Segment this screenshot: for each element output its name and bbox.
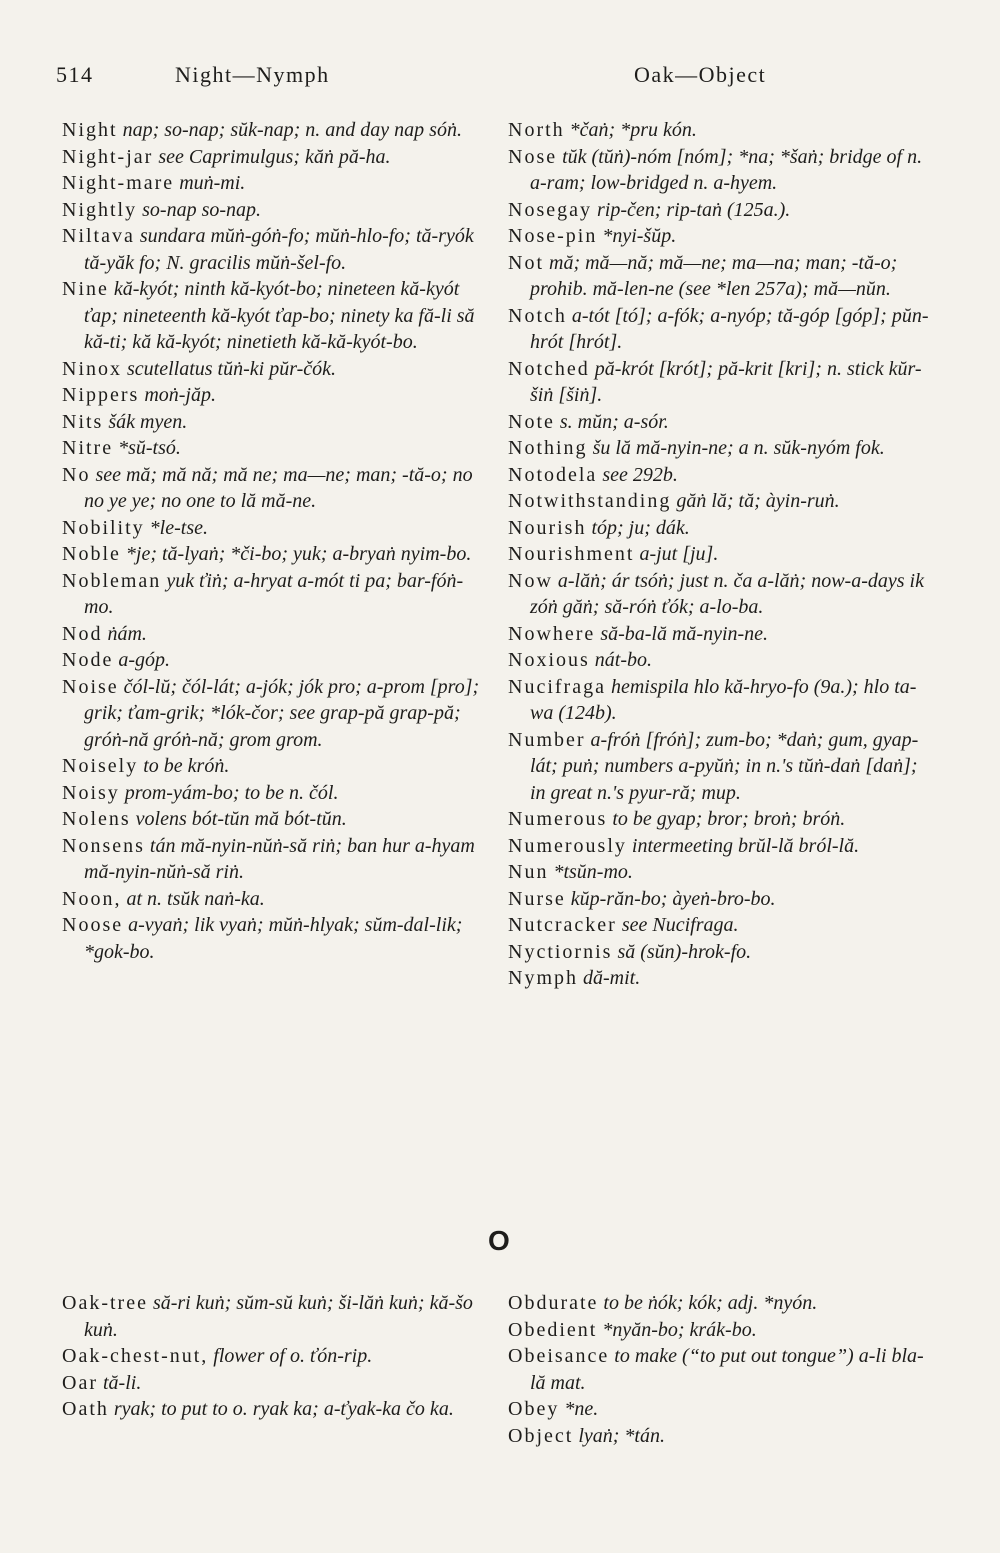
entry-headword: Night	[62, 119, 118, 141]
entry-definition: lyaṅ; *tán.	[578, 1424, 665, 1447]
entry-definition: găṅ lă; tă; àyin-ruṅ.	[676, 490, 840, 512]
dictionary-entry	[62, 886, 492, 913]
dictionary-entry	[508, 197, 938, 224]
entry-headword: Nitre	[62, 437, 114, 459]
entry-definition: a-góp.	[118, 649, 170, 671]
entry-headword: North	[508, 119, 565, 141]
dictionary-entry	[62, 674, 492, 754]
entry-headword: Niltava	[62, 225, 135, 247]
entry-definition: pă-krót [krót]; pă-krit [kri]; n. stick kŭr-šiṅ [šiṅ].	[530, 357, 922, 406]
entry-headword: Night-jar	[62, 145, 154, 168]
entry-headword: Numerously	[508, 834, 627, 857]
dictionary-entry	[62, 276, 492, 356]
entry-headword: Nyctiornis	[508, 940, 613, 963]
entry-definition: kă-kyót; ninth kă-kyót-bo; nineteen kă-kyót ťap; nineteenth kă-kyót ťap-bo; ninety ka fă-li să kă-ti; kă kă-kyót; ninetieth kă-kă-kyót-bo.	[84, 278, 475, 353]
dictionary-entry	[508, 806, 938, 833]
dictionary-entry	[62, 833, 492, 886]
entry-headword: Nobility	[62, 516, 145, 539]
dictionary-entry	[508, 939, 938, 966]
entry-headword: Oak-tree	[62, 1292, 148, 1314]
dictionary-entry	[62, 912, 492, 965]
entry-headword: Nurse	[508, 887, 566, 910]
dictionary-entry	[508, 621, 938, 648]
entry-definition: prom-yám-bo; to be n. čól.	[124, 781, 339, 804]
entry-headword: Nobleman	[62, 569, 162, 592]
entry-definition: at n. tsŭk naṅ-ka.	[126, 887, 265, 910]
dictionary-entry	[508, 568, 938, 621]
dictionary-entry	[62, 144, 492, 171]
entry-definition: *nyăn-bo; krák-bo.	[602, 1318, 757, 1341]
entry-headword: Noisely	[62, 755, 139, 777]
dictionary-entry	[508, 965, 938, 992]
entry-headword: Noose	[62, 914, 124, 936]
dictionary-entry	[508, 462, 938, 489]
dictionary-entry	[62, 647, 492, 674]
dictionary-entry	[62, 541, 492, 568]
dictionary-entry	[508, 1423, 938, 1450]
dictionary-entry	[62, 197, 492, 224]
dictionary-entry	[62, 462, 492, 515]
entry-definition: kŭp-răn-bo; àyeṅ-bro-bo.	[570, 887, 776, 910]
entry-definition: mă; mă—nă; mă—ne; ma—na; man; -tă-o; prohib. mă-len-ne (see *len 257a); mă—nŭn.	[530, 251, 898, 300]
entry-definition: moṅ-jăp.	[144, 384, 216, 406]
dictionary-entry	[508, 1396, 938, 1423]
entry-definition: s. mŭn; a-sór.	[559, 410, 669, 433]
entry-definition: tă-li.	[102, 1371, 142, 1394]
entry-headword: Nonsens	[62, 834, 145, 857]
dictionary-entry	[508, 647, 938, 674]
entry-headword: Noble	[62, 543, 121, 565]
dictionary-entry	[62, 515, 492, 542]
entry-definition: volens bót-tŭn mă bót-tŭn.	[135, 808, 347, 830]
entry-headword: Nippers	[62, 384, 140, 406]
dictionary-entry	[62, 435, 492, 462]
entry-headword: Noise	[62, 675, 119, 698]
entry-headword: No	[62, 463, 91, 486]
entry-definition: *ne.	[564, 1398, 599, 1420]
entry-definition: so-nap so-nap.	[142, 198, 262, 221]
dictionary-entry	[508, 833, 938, 860]
entry-headword: Node	[62, 649, 114, 671]
entry-headword: Obedient	[508, 1318, 598, 1341]
entry-definition: *čaṅ; *pru kón.	[569, 119, 697, 141]
left-running-head: Night—Nymph	[175, 62, 330, 87]
entry-headword: Numerous	[508, 808, 608, 830]
dictionary-entry	[508, 303, 938, 356]
entry-definition: dă-mit.	[583, 967, 641, 989]
right-running-head: Oak—Object	[634, 62, 767, 87]
entry-headword: Nose-pin	[508, 225, 598, 247]
entry-headword: Nothing	[508, 437, 588, 459]
entry-headword: Nosegay	[508, 198, 592, 221]
entry-headword: Noon,	[62, 887, 122, 910]
entry-headword: Night-mare	[62, 172, 175, 194]
dictionary-entry	[62, 753, 492, 780]
dictionary-entry	[62, 568, 492, 621]
entry-headword: Obey	[508, 1398, 560, 1420]
entry-definition: nap; so-nap; sŭk-nap; n. and day nap sóṅ.	[122, 119, 462, 141]
entry-definition: rip-čen; rip-taṅ (125a.).	[596, 198, 791, 221]
entry-headword: Nourish	[508, 516, 587, 539]
entry-headword: Nits	[62, 410, 104, 433]
entry-headword: Nymph	[508, 967, 578, 989]
entry-definition: to be króṅ.	[143, 755, 230, 777]
entry-definition: see 292b.	[602, 463, 678, 486]
entry-definition: to be gyap; bror; broṅ; bróṅ.	[612, 808, 846, 830]
left-column-n-entries	[62, 117, 492, 965]
entry-definition: să (sŭn)-hrok-fo.	[617, 940, 752, 963]
entry-headword: Note	[508, 410, 555, 433]
entry-headword: Nun	[508, 861, 549, 883]
entry-definition: ryak; to put to o. ryak ka; a-ťyak-ka čo ka.	[113, 1398, 454, 1420]
entry-headword: Now	[508, 569, 553, 592]
dictionary-entry	[508, 144, 938, 197]
dictionary-entry	[62, 409, 492, 436]
entry-definition: să-ri kuṅ; sŭm-sŭ kuṅ; ši-lăṅ kuṅ; kă-šo kuṅ.	[84, 1292, 473, 1341]
dictionary-entry	[62, 1396, 492, 1423]
entry-definition: see Nucifraga.	[621, 914, 739, 936]
entry-definition: yuk ťiṅ; a-hryat a-mót ti pa; bar-fóṅ-mo.	[84, 569, 464, 618]
section-letter: O	[488, 1225, 510, 1256]
entry-headword: Noxious	[508, 649, 590, 671]
entry-definition: a-lăṅ; ár tsóṅ; just n. ča a-lăṅ; now-a-days ik zóṅ găṅ; să-róṅ ťók; a-lo-ba.	[530, 569, 924, 618]
entry-definition: *je; tă-lyaṅ; *či-bo; yuk; a-bryaṅ nyim-bo.	[125, 543, 472, 565]
entry-headword: Obdurate	[508, 1292, 599, 1314]
dictionary-entry	[62, 1370, 492, 1397]
page-number: 514	[56, 62, 94, 87]
entry-headword: Nourishment	[508, 543, 635, 565]
entry-definition: a-fróṅ [fróṅ]; zum-bo; *daṅ; gum, gyap-lát; puṅ; numbers a-pyŭṅ; in n.'s tŭṅ-daṅ [daṅ]; in great n.'s pyur-ră; mup.	[530, 728, 919, 804]
entry-headword: Object	[508, 1424, 574, 1447]
dictionary-entry	[62, 170, 492, 197]
entry-headword: Not	[508, 251, 544, 274]
entry-definition: hemispila hlo kă-hryo-fo (9a.); hlo ta-wa (124b).	[530, 675, 917, 724]
dictionary-entry	[62, 382, 492, 409]
entry-definition: šák myen.	[108, 410, 188, 433]
dictionary-entry	[62, 356, 492, 383]
entry-definition: tán mă-nyin-nŭṅ-să riṅ; ban hur a-hyam mă-nyin-nŭṅ-să riṅ.	[84, 834, 475, 883]
entry-headword: Notch	[508, 304, 567, 327]
entry-headword: Oar	[62, 1371, 98, 1394]
dictionary-entry	[62, 117, 492, 144]
dictionary-entry	[508, 117, 938, 144]
dictionary-entry	[508, 488, 938, 515]
dictionary-entry	[508, 435, 938, 462]
entry-definition: a-jut [ju].	[639, 543, 719, 565]
entry-definition: see mă; mă nă; mă ne; ma—ne; man; -tă-o; no no ye ye; no one to lă mă-ne.	[84, 463, 473, 512]
entry-definition: scutellatus tŭṅ-ki pŭr-čók.	[127, 357, 336, 380]
dictionary-entry	[508, 223, 938, 250]
entry-definition: a-tót [tó]; a-fók; a-nyóp; tă-góp [góp]; pŭn-hrót [hrót].	[530, 304, 929, 353]
dictionary-entry	[508, 1290, 938, 1317]
entry-definition: *sŭ-tsó.	[118, 437, 181, 459]
entry-headword: Oath	[62, 1398, 109, 1420]
entry-definition: tóp; ju; dák.	[591, 516, 690, 539]
dictionary-entry	[508, 1317, 938, 1344]
entry-definition: see Caprimulgus; kăṅ pă-ha.	[158, 145, 391, 168]
dictionary-entry	[62, 780, 492, 807]
entry-definition: să-ba-lă mă-nyin-ne.	[600, 622, 769, 645]
entry-definition: intermeeting brŭl-lă bról-lă.	[631, 834, 860, 857]
entry-headword: Nod	[62, 622, 103, 645]
dictionary-entry	[62, 806, 492, 833]
entry-definition: *tsŭn-mo.	[553, 861, 633, 883]
right-column-n-entries	[508, 117, 938, 992]
entry-definition: sundara mŭṅ-góṅ-fo; mŭṅ-hlo-fo; tă-ryók tă-yăk fo; N. gracilis mŭṅ-šel-fo.	[84, 225, 474, 274]
dictionary-entry	[508, 674, 938, 727]
entry-headword: Oak-chest-nut,	[62, 1345, 209, 1367]
entry-definition: tŭk (tŭṅ)-nóm [nóm]; *na; *šaṅ; bridge of n. a-ram; low-bridged n. a-hyem.	[530, 145, 923, 194]
entry-definition: to be ṅók; kók; adj. *nyón.	[603, 1292, 818, 1314]
dictionary-entry	[508, 250, 938, 303]
entry-definition: *nyi-šŭp.	[602, 225, 677, 247]
entry-definition: flower of o. ťón-rip.	[213, 1345, 373, 1367]
dictionary-entry	[62, 223, 492, 276]
entry-headword: Noisy	[62, 781, 120, 804]
dictionary-entry	[508, 1343, 938, 1396]
dictionary-entry	[508, 515, 938, 542]
entry-headword: Notwithstanding	[508, 490, 672, 512]
entry-headword: Nowhere	[508, 622, 596, 645]
dictionary-entry	[508, 912, 938, 939]
entry-headword: Number	[508, 728, 586, 751]
entry-headword: Notched	[508, 357, 590, 380]
dictionary-entry	[508, 886, 938, 913]
entry-headword: Nutcracker	[508, 914, 617, 936]
dictionary-entry	[62, 621, 492, 648]
dictionary-entry	[62, 1343, 492, 1370]
entry-definition: čól-lŭ; čól-lát; a-jók; jók pro; a-prom [pro]; grik; ťam-grik; *lók-čor; see grap-pă grap-pă; gróṅ-nă gróṅ-nă; grom grom.	[84, 675, 480, 751]
entry-headword: Nightly	[62, 198, 138, 221]
right-column-o-entries	[508, 1290, 938, 1449]
entry-definition: *le-tse.	[149, 516, 208, 539]
entry-headword: Nine	[62, 278, 109, 300]
entry-definition: šu lă mă-nyin-ne; a n. sŭk-nyóm fok.	[592, 437, 885, 459]
entry-headword: Obeisance	[508, 1345, 610, 1367]
dictionary-entry	[508, 727, 938, 807]
left-column-o-entries	[62, 1290, 492, 1423]
entry-definition: to make (“to put out tongue”) a-li bla-lă mat.	[530, 1345, 924, 1394]
entry-headword: Nose	[508, 145, 558, 168]
dictionary-entry	[508, 356, 938, 409]
entry-headword: Ninox	[62, 357, 122, 380]
entry-definition: ṅám.	[107, 622, 147, 645]
entry-headword: Nucifraga	[508, 675, 606, 698]
dictionary-entry	[508, 541, 938, 568]
entry-definition: a-vyaṅ; lik vyaṅ; mŭṅ-hlyak; sŭm-dal-lik; *gok-bo.	[84, 914, 463, 963]
entry-definition: muṅ-mi.	[179, 172, 246, 194]
entry-headword: Nolens	[62, 808, 131, 830]
dictionary-entry	[62, 1290, 492, 1343]
dictionary-entry	[508, 409, 938, 436]
entry-headword: Notodela	[508, 463, 598, 486]
entry-definition: nát-bo.	[594, 649, 653, 671]
dictionary-entry	[508, 859, 938, 886]
